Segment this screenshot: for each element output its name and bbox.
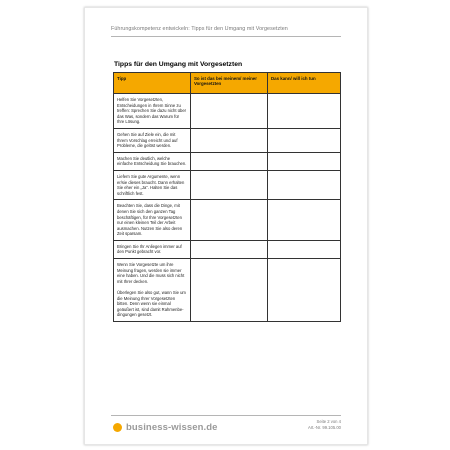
tip-text: Wenn Sie Vorgesetzte um ihre Meinung fragen, werden sie immer eine haben. Und die muss sich nicht mit Ihrer decken. Überlegen Sie also gut, wann Sie um die Meinung Ihrer Vorgesetzten bitten. Denn wenn sie einmal geäußert ist, sind damit Rahmenbe-dingungen gesetzt.	[117, 262, 186, 318]
self-cell[interactable]	[191, 170, 268, 199]
tip-text: Gehen Sie auf Ziele ein, die mit Ihrem Vorschlag erreicht und auf Probleme, die gelöst werden.	[117, 131, 178, 149]
tip-cell	[114, 152, 191, 170]
tip-cell	[114, 94, 191, 129]
table-row	[114, 128, 341, 152]
want-cell[interactable]	[268, 128, 341, 152]
want-cell[interactable]	[268, 259, 341, 322]
self-cell[interactable]	[191, 240, 268, 258]
column-header-tip: Tipp	[114, 73, 191, 94]
page-number: Seite 2 von 4	[316, 419, 341, 424]
tip-cell	[114, 128, 191, 152]
table-row	[114, 94, 341, 129]
want-cell[interactable]	[268, 240, 341, 258]
self-cell[interactable]	[191, 152, 268, 170]
tip-cell	[114, 170, 191, 199]
table-row	[114, 200, 341, 241]
table-row	[114, 170, 341, 199]
want-cell[interactable]	[268, 170, 341, 199]
want-cell[interactable]	[268, 152, 341, 170]
header-divider	[111, 36, 341, 37]
document-page	[84, 7, 368, 445]
table-row	[114, 152, 341, 170]
column-header-want: Das kann/ will ich tun	[268, 73, 341, 94]
table-header-row	[114, 73, 341, 94]
tip-text: Machen Sie deutlich, welche einfache Entscheidung Sie brauchen.	[117, 155, 187, 167]
tip-text: Helfen Sie Vorgesetzten, Entscheidungen in Ihrem Sinne zu treffen: Sprechen Sie dazu nicht über das Was, sondern das Warum für Ihre Lösung.	[117, 97, 187, 125]
want-cell[interactable]	[268, 94, 341, 129]
tip-text: Bringen Sie Ihr Anliegen immer auf den Punkt gebracht vor.	[117, 243, 182, 255]
table-row	[114, 240, 341, 258]
tip-text: Beachten Sie, dass die Dinge, mit denen Sie sich den ganzen Tag beschäftigen, für Ihre Vorgesetzten nur einen kleinen Teil der Arbeit ausmachen. Nutzen Sie also deren Zeit sparsam.	[117, 203, 183, 237]
self-cell[interactable]	[191, 259, 268, 322]
self-cell[interactable]	[191, 94, 268, 129]
footer-meta	[308, 419, 341, 431]
article-number: Art.-Nr. 99.105.00	[307, 425, 341, 430]
logo-dot-icon	[113, 423, 122, 432]
self-cell[interactable]	[191, 200, 268, 241]
running-header: Führungskompetenz entwickeln: Tipps für den Umgang mit Vorgesetzten	[111, 26, 288, 32]
tip-cell	[114, 240, 191, 258]
document-title: Tipps für den Umgang mit Vorgesetzten	[114, 61, 243, 68]
tip-cell	[114, 200, 191, 241]
tip-cell	[114, 259, 191, 322]
table-row	[114, 259, 341, 322]
footer-divider	[111, 415, 341, 416]
tips-table	[113, 72, 341, 322]
column-header-self: So ist das bei meinem/ meiner Vorgesetzten	[191, 73, 268, 94]
logo-text: business-wissen.de	[126, 422, 218, 433]
business-wissen-logo	[113, 422, 218, 433]
want-cell[interactable]	[268, 200, 341, 241]
tip-text: Liefern Sie gute Argumente, wenn er/sie dieses braucht. Dann erhalten Sie eher ein „Ja“. Halten Sie das schriftlich fest.	[117, 173, 185, 196]
self-cell[interactable]	[191, 128, 268, 152]
